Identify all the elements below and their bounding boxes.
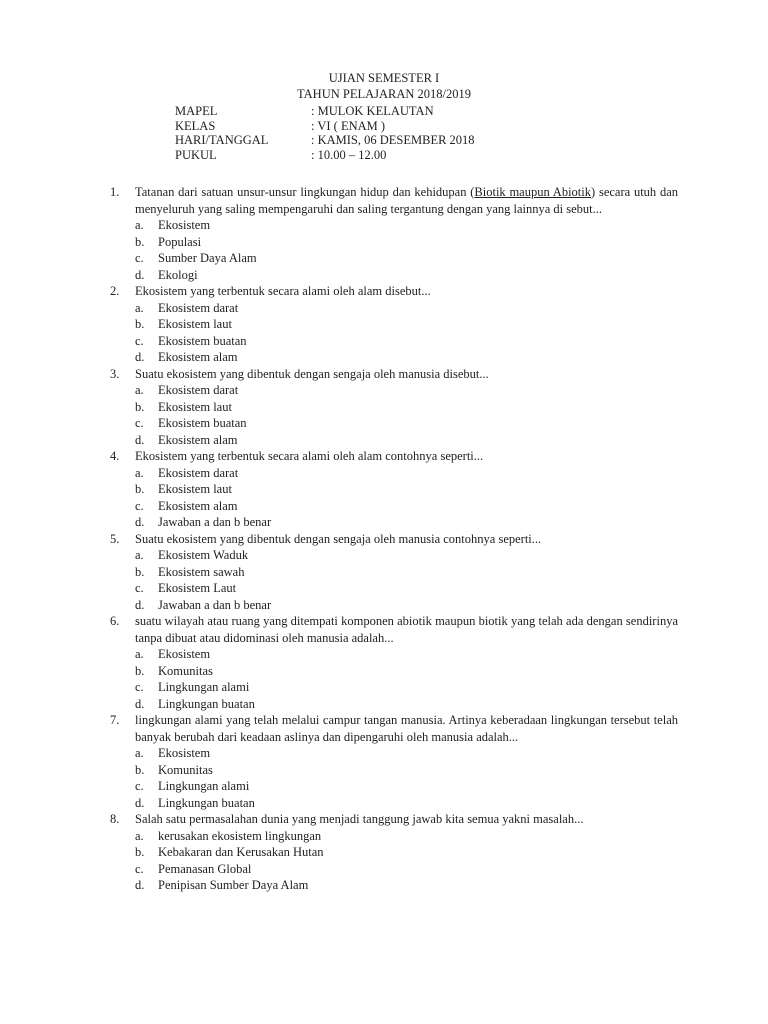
question-number: 6. — [110, 614, 120, 628]
option-d: d. Jawaban a dan b benar — [135, 515, 272, 529]
option-c: c. Ekosistem alam — [135, 498, 238, 513]
option-a: a. kerusakan ekosistem lingkungan — [135, 828, 322, 843]
option-c: c. Ekosistem Laut — [135, 581, 237, 595]
question-7 — [110, 712, 678, 811]
option-c: c. Ekosistem buatan — [135, 333, 247, 348]
info-value: : MULOK KELAUTAN — [311, 104, 434, 118]
question-text: Tatanan dari satuan unsur-unsur lingkungan hidup dan kehidupan (Biotik maupun Abiotik) secara utuh dan menyeluruh yang saling mempengaruhi dan saling tergantung dengan yang lainnya di sebut... — [135, 185, 678, 216]
option-b: b. Komunitas — [135, 762, 213, 777]
option-d: d. Jawaban a dan b benar — [135, 597, 272, 612]
option-b: b. Ekosistem laut — [135, 317, 232, 331]
exam-header — [0, 70, 768, 102]
option-b: b. Kebakaran dan Kerusakan Hutan — [135, 845, 324, 859]
question-number: 7. — [110, 713, 120, 727]
info-value: : 10.00 – 12.00 — [311, 147, 387, 162]
question-text: Ekosistem yang terbentuk secara alami oleh alam contohnya seperti... — [135, 449, 484, 463]
info-label: KELAS — [175, 118, 216, 133]
question-number: 2. — [110, 284, 120, 298]
question-3 — [110, 366, 678, 449]
option-a: a. Ekosistem darat — [135, 300, 239, 315]
option-list — [110, 465, 678, 531]
option-a: a. Ekosistem darat — [135, 383, 239, 397]
option-b: b. Ekosistem laut — [135, 482, 232, 496]
option-b: b. Populasi — [135, 234, 202, 249]
info-row-hari-tanggal — [175, 133, 475, 148]
option-b: b. Komunitas — [135, 663, 213, 678]
info-label: PUKUL — [175, 147, 217, 162]
question-text: Ekosistem yang terbentuk secara alami oleh alam disebut... — [135, 284, 431, 298]
question-1 — [110, 184, 678, 283]
question-number: 1. — [110, 185, 120, 199]
option-list — [110, 745, 678, 811]
exam-year: TAHUN PELAJARAN 2018/2019 — [297, 87, 471, 101]
info-value: : KAMIS, 06 DESEMBER 2018 — [311, 133, 475, 147]
option-list — [110, 382, 678, 448]
option-a: a. Ekosistem — [135, 746, 211, 760]
question-text: Suatu ekosistem yang dibentuk dengan sengaja oleh manusia disebut... — [135, 366, 489, 381]
option-list — [110, 547, 678, 613]
exam-info — [175, 104, 475, 162]
question-number: 3. — [110, 366, 120, 381]
question-number: 5. — [110, 531, 120, 546]
option-c: c. Pemanasan Global — [135, 861, 252, 876]
question-text: lingkungan alami yang telah melalui campur tangan manusia. Artinya keberadaan lingkungan tersebut telah banyak berubah dari keadaan aslinya dan dipengaruhi oleh manusia adalah... — [135, 713, 678, 744]
info-label: HARI/TANGGAL — [175, 133, 269, 147]
option-c: c. Ekosistem buatan — [135, 416, 247, 430]
option-d: d. Ekologi — [135, 267, 198, 282]
option-d: d. Lingkungan buatan — [135, 795, 255, 810]
question-text: suatu wilayah atau ruang yang ditempati komponen abiotik maupun biotik yang telah ada dengan sendirinya tanpa dibuat atau didominasi oleh manusia adalah... — [135, 614, 678, 645]
question-6 — [110, 613, 678, 712]
question-text: Salah satu permasalahan dunia yang menjadi tanggung jawab kita semua yakni masalah... — [135, 812, 584, 826]
question-list — [110, 184, 678, 894]
info-label: MAPEL — [175, 104, 218, 118]
info-value: : VI ( ENAM ) — [311, 118, 386, 133]
question-number: 4. — [110, 449, 120, 463]
exam-title: UJIAN SEMESTER I — [328, 71, 440, 85]
info-row-pukul — [175, 148, 475, 163]
option-c: c. Lingkungan alami — [135, 680, 250, 694]
option-b: b. Ekosistem sawah — [135, 564, 245, 579]
option-a: a. Ekosistem — [135, 218, 211, 232]
option-c: c. Sumber Daya Alam — [135, 251, 257, 265]
option-d: d. Lingkungan buatan — [135, 696, 255, 711]
option-c: c. Lingkungan alami — [135, 779, 250, 793]
question-2 — [110, 283, 678, 366]
option-a: a. Ekosistem — [135, 647, 211, 661]
option-list — [110, 217, 678, 283]
option-d: d. Ekosistem alam — [135, 350, 238, 364]
underlined-text: Biotik maupun Abiotik — [474, 185, 592, 199]
question-8 — [110, 811, 678, 894]
option-list — [110, 828, 678, 894]
option-a: a. Ekosistem darat — [135, 465, 239, 480]
info-row-kelas — [175, 119, 475, 134]
option-d: d. Ekosistem alam — [135, 432, 238, 447]
question-number: 8. — [110, 812, 120, 826]
info-row-mapel — [175, 104, 475, 119]
option-d: d. Penipisan Sumber Daya Alam — [135, 878, 309, 892]
option-a: a. Ekosistem Waduk — [135, 548, 249, 562]
question-text: Suatu ekosistem yang dibentuk dengan sengaja oleh manusia contohnya seperti... — [135, 531, 542, 546]
question-4 — [110, 448, 678, 531]
option-list — [110, 300, 678, 366]
option-list — [110, 646, 678, 712]
question-5 — [110, 531, 678, 614]
option-b: b. Ekosistem laut — [135, 399, 232, 414]
